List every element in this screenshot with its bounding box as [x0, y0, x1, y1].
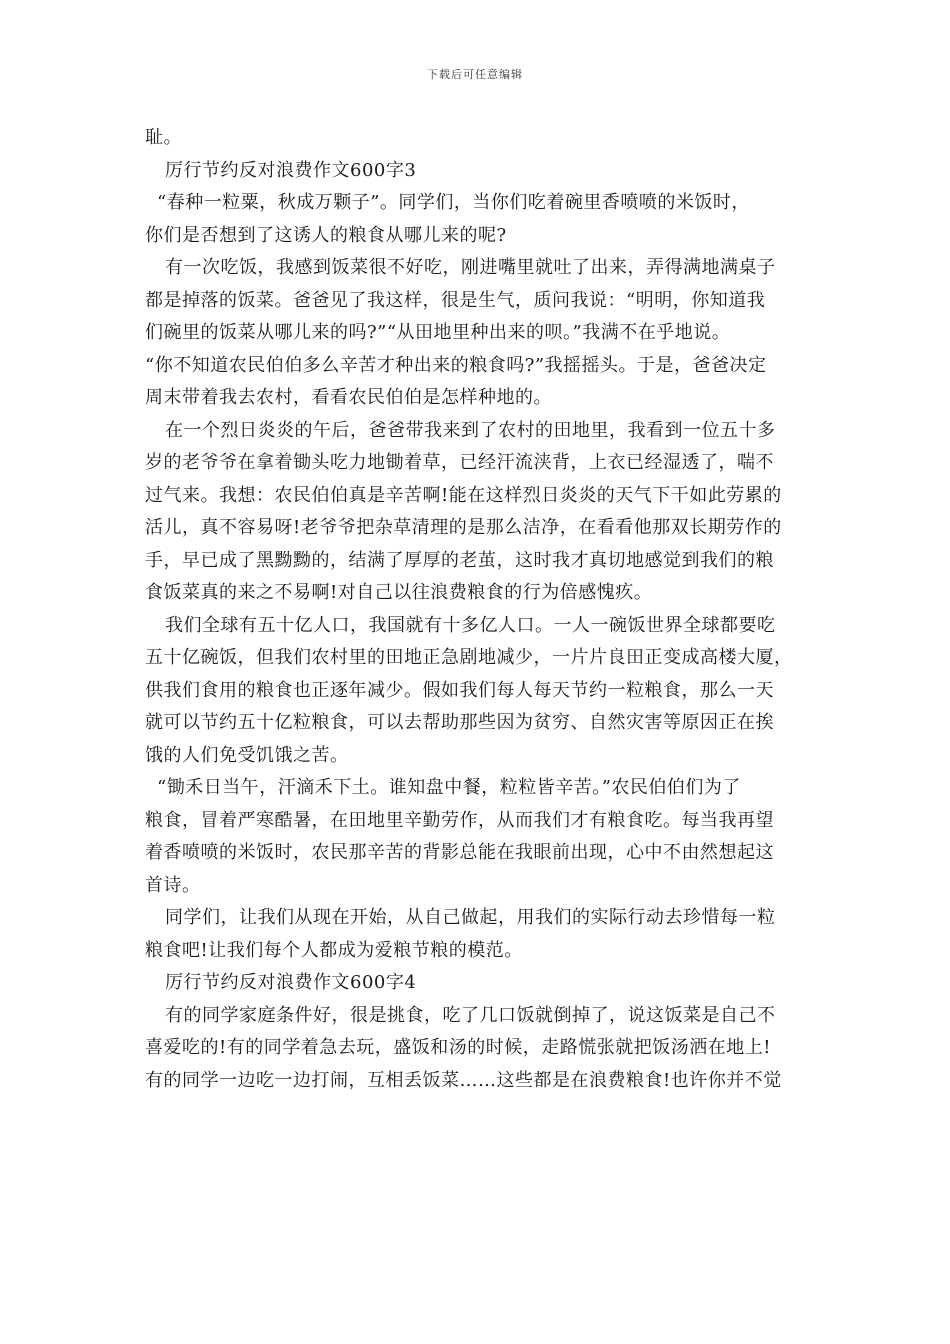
text-line: 着香喷喷的米饭时，农民那辛苦的背影总能在我眼前出现，心中不由然想起这	[145, 842, 774, 863]
text-line: 有一次吃饭，我感到饭菜很不好吃，刚进嘴里就吐了出来，弄得满地满桌子	[165, 257, 776, 278]
text-line: 都是掉落的饭菜。爸爸见了我这样，很是生气，质问我说：“明明，你知道我	[145, 289, 766, 311]
page-header: 下载后可任意编辑	[427, 68, 523, 81]
text-line: 厉行节约反对浪费作文600字4	[165, 972, 417, 993]
text-line: “春种一粒粟，秋成万颗子”。同学们，当你们吃着碗里香喷喷的米饭时，	[157, 192, 750, 213]
text-line: 就可以节约五十亿粒粮食，可以去帮助那些因为贫穷、自然灾害等原因正在挨	[145, 712, 774, 733]
text-line: 你们是否想到了这诱人的粮食从哪儿来的呢?	[145, 224, 507, 246]
text-line: 岁的老爷爷在拿着锄头吃力地锄着草，已经汗流浃背，上衣已经湿透了，喘不	[145, 452, 774, 473]
text-line: 过气来。我想：农民伯伯真是辛苦啊!能在这样烈日炎炎的天气下干如此劳累的	[145, 484, 782, 506]
text-line: 饿的人们免受饥饿之苦。	[145, 744, 349, 766]
text-line: 有的同学一边吃一边打闹，互相丢饭菜……这些都是在浪费粮食!也许你并不觉	[145, 1069, 782, 1091]
text-line: 五十亿碗饭，但我们农村里的田地正急剧地减少，一片片良田正变成高楼大厦，	[145, 647, 793, 668]
text-line: 供我们食用的粮食也正逐年减少。假如我们每人每天节约一粒粮食，那么一天	[145, 679, 774, 701]
text-line: 周末带着我去农村，看看农民伯伯是怎样种地的。	[145, 387, 552, 408]
text-line: 们碗里的饭菜从哪儿来的吗?”“从田地里种出来的呗。”我满不在乎地说。	[145, 322, 731, 343]
text-line: 在一个烈日炎炎的午后，爸爸带我来到了农村的田地里，我看到一位五十多	[165, 419, 776, 441]
text-line: “你不知道农民伯伯多么辛苦才种出来的粮食吗?”我摇摇头。于是，爸爸决定	[145, 354, 767, 376]
text-line: 我们全球有五十亿人口，我国就有十多亿人口。一人一碗饭世界全球都要吃	[165, 614, 776, 636]
text-line: 粮食吧!让我们每个人都成为爱粮节粮的模范。	[145, 939, 523, 961]
text-line: “锄禾日当午，汗滴禾下土。谁知盘中餐，粒粒皆辛苦。”农民伯伯们为了	[157, 777, 741, 798]
text-line: 同学们，让我们从现在开始，从自己做起，用我们的实际行动去珍惜每一粒	[165, 907, 776, 928]
text-line: 手，早已成了黑黝黝的，结满了厚厚的老茧，这时我才真切地感觉到我们的粮	[145, 549, 774, 571]
text-line: 耻。	[145, 127, 182, 148]
text-line: 食饭菜真的来之不易啊!对自己以往浪费粮食的行为倍感愧疚。	[145, 582, 653, 603]
text-line: 粮食，冒着严寒酷暑，在田地里辛勤劳作，从而我们才有粮食吃。每当我再望	[145, 809, 774, 831]
text-line: 活儿，真不容易呀!老爷爷把杂草清理的是那么洁净，在看看他那双长期劳作的	[145, 517, 782, 538]
text-line: 有的同学家庭条件好，很是挑食，吃了几口饭就倒掉了，说这饭菜是自己不	[165, 1004, 776, 1026]
text-line: 首诗。	[145, 874, 201, 896]
document-body	[145, 122, 810, 1097]
text-line: 厉行节约反对浪费作文600字3	[165, 159, 417, 181]
text-line: 喜爱吃的!有的同学着急去玩，盛饭和汤的时候，走路慌张就把饭汤洒在地上!	[145, 1037, 771, 1058]
